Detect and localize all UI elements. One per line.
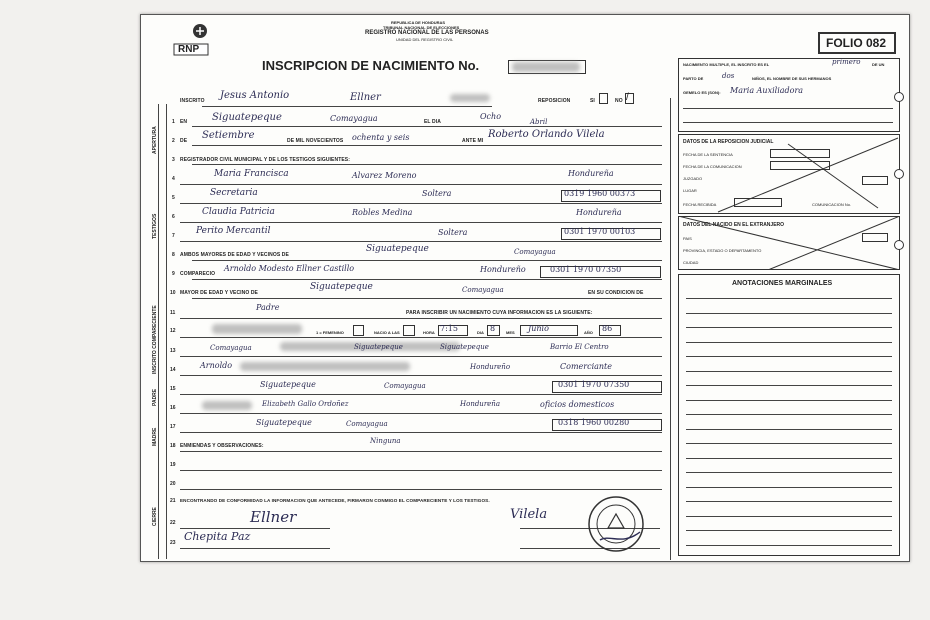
- hw-el-dia: Ocho: [480, 112, 502, 121]
- line-22: [180, 528, 330, 529]
- column-divider: [670, 98, 671, 560]
- line-11: [180, 318, 662, 319]
- label-ano: AÑO: [584, 330, 593, 335]
- line-num-23: 23: [170, 540, 176, 546]
- hw-madre-depto: Comayagua: [346, 420, 388, 428]
- label-en: EN: [180, 119, 188, 125]
- label-comparecio: COMPARECIO: [180, 271, 216, 277]
- hw-madre-nombre: Elizabeth Gallo Ordoñez: [262, 400, 349, 408]
- label-de: DE: [180, 138, 188, 144]
- label-parto-de: PARTO DE: [683, 76, 704, 81]
- hw-gemelo-name: Maria Auxiliadora: [730, 86, 804, 95]
- cancel-cross-2: [678, 216, 900, 270]
- hw-madre-dir: Siguatepeque: [256, 418, 312, 427]
- label-ante-mi: ANTE MI: [462, 138, 484, 144]
- line-9: [192, 279, 662, 280]
- label-ninos: NIÑOS, EL NOMBRE DE SUS HERMANOS: [752, 76, 832, 81]
- line-num-2: 2: [172, 138, 175, 144]
- label-enmiendas: ENMIENDAS Y OBSERVACIONES:: [180, 443, 264, 449]
- line-23: [180, 548, 330, 549]
- hw-en: Siguatepeque: [212, 112, 282, 123]
- reposicion-si-checkbox[interactable]: [599, 93, 608, 104]
- line-12: [180, 337, 662, 338]
- cancel-cross-1: [678, 134, 900, 214]
- line-num-11: 11: [170, 310, 176, 316]
- panel-ring-icon-3: [894, 240, 904, 250]
- hw-testigo2-nac: Hondureña: [576, 208, 622, 217]
- label-gemelo: GEMELO ES (SON):: [683, 90, 721, 95]
- hw-lugar13d: Barrio El Centro: [550, 343, 609, 351]
- label-si: SI: [590, 98, 595, 104]
- line-19: [180, 470, 662, 471]
- label-fecha-recibido: FECHA RECIBIDA: [683, 202, 717, 207]
- side-label-padre: PADRE: [152, 388, 158, 406]
- label-comunicacion-no: COMUNICACION No.: [812, 202, 852, 207]
- label-reposicion: REPOSICION: [538, 98, 571, 104]
- label-reposicion-title: DATOS DE LA REPOSICION JUDICIAL: [683, 139, 774, 145]
- label-condicion: EN SU CONDICION DE: [588, 290, 644, 296]
- panel-ring-icon-1: [894, 92, 904, 102]
- marginal-note-line: [686, 400, 892, 401]
- hw-testigo1-est: Soltera: [422, 189, 452, 198]
- sexo-checkbox[interactable]: [353, 325, 364, 336]
- marginal-note-line: [686, 327, 892, 328]
- line-num-17: 17: [170, 424, 176, 430]
- hw-testigo1: Maria Francisca: [214, 169, 289, 179]
- redacted-mother: [202, 401, 252, 410]
- hw-madre-nac: Hondureña: [460, 400, 500, 408]
- hw-padre-prof: Comerciante: [560, 362, 612, 371]
- marginal-note-line: [686, 342, 892, 343]
- rnp-logo-text: RNP: [178, 44, 200, 55]
- hw-ante-mi: Roberto Orlando Vilela: [488, 129, 605, 140]
- label-ciudad: CIUDAD: [683, 260, 699, 265]
- hw-padre-depto: Comayagua: [384, 382, 426, 390]
- marginal-note-line: [686, 298, 892, 299]
- signature-1: Ellner: [250, 508, 297, 526]
- hw-padre-dir: Siguatepeque: [260, 380, 316, 389]
- side-label-madre: MADRE: [152, 427, 158, 446]
- marginal-note-line: [686, 501, 892, 502]
- label-el-dia: EL DIA: [424, 119, 441, 125]
- label-registrador: REGISTRADOR CIVIL MUNICIPAL Y DE LOS TESTIGOS SIGUIENTES:: [180, 157, 350, 163]
- hw-padre-id: 0301 1970 07350: [558, 380, 630, 389]
- hw-inscrito: Jesus Antonio: [220, 90, 290, 101]
- marginal-notes-panel: [678, 274, 900, 556]
- side-label-cierre: CIERRE: [152, 507, 158, 526]
- hw-de: Setiembre: [202, 130, 255, 141]
- line-18: [180, 451, 662, 452]
- panel-ring-icon-2: [894, 169, 904, 179]
- official-seal: [586, 494, 646, 554]
- line-5: [180, 203, 662, 204]
- hw-inscrito-apellido: Ellner: [350, 92, 381, 103]
- nacio-box[interactable]: [403, 325, 415, 336]
- line-num-1: 1: [172, 119, 175, 125]
- line-14: [180, 375, 662, 376]
- hw-observaciones: Ninguna: [370, 437, 401, 445]
- header-unit: UNIDAD DEL REGISTRO CIVIL: [396, 37, 454, 42]
- hw-vecinos-depto: Comayagua: [514, 248, 556, 256]
- line-13: [180, 356, 662, 357]
- line-num-21: 21: [170, 498, 176, 504]
- redacted-surname: [450, 94, 490, 102]
- hw-testigo2: Claudia Patricia: [202, 207, 275, 217]
- line-num-6: 6: [172, 214, 175, 220]
- label-dia: DIA: [477, 330, 484, 335]
- label-de-un: DE UN: [872, 62, 885, 67]
- side-label-testigos: TESTIGOS: [152, 213, 158, 239]
- line-num-8: 8: [172, 252, 175, 258]
- marginal-note-line: [686, 472, 892, 473]
- label-nacio: NACIO A LAS: [374, 330, 400, 335]
- hw-padre-nombre: Arnoldo: [200, 361, 233, 370]
- line-num-4: 4: [172, 176, 175, 182]
- document-title: INSCRIPCION DE NACIMIENTO No.: [262, 58, 480, 73]
- marginal-note-line: [686, 545, 892, 546]
- label-sexo: 1 = FEMENINO: [316, 330, 344, 335]
- seal-icon: [586, 494, 646, 554]
- gemelo-line-2: [683, 122, 893, 123]
- line-inscrito: [202, 106, 492, 107]
- line-16: [180, 413, 662, 414]
- label-fecha-sentencia: FECHA DE LA SENTENCIA: [683, 152, 733, 157]
- marginal-note-line: [686, 530, 892, 531]
- header-tribunal: TRIBUNAL NACIONAL DE ELECCIONES: [383, 25, 460, 30]
- marginal-note-line: [686, 356, 892, 357]
- line-num-18: 18: [170, 443, 176, 449]
- hw-dos: dos: [722, 72, 735, 80]
- line-1: [192, 126, 662, 127]
- label-novecientos: DE MIL NOVECIENTOS: [287, 138, 344, 144]
- multiple-birth-panel: [678, 58, 900, 132]
- line-num-16: 16: [170, 405, 176, 411]
- line-num-13: 13: [170, 348, 176, 354]
- label-extranjero-title: DATOS DEL NACIDO EN EL EXTRANJERO: [683, 222, 785, 228]
- hw-mayor: Siguatepeque: [310, 282, 373, 292]
- line-3: [192, 164, 662, 165]
- hw-mayor-depto: Comayagua: [462, 286, 504, 294]
- line-num-20: 20: [170, 481, 176, 487]
- redacted-child-name: [212, 324, 302, 334]
- label-nacimiento-multiple: NACIMIENTO MULTIPLE, EL INSCRITO ES EL: [683, 62, 770, 67]
- label-no: NO: [615, 98, 623, 104]
- hw-mes-word: Abril: [530, 118, 548, 126]
- hw-testigo1-id: 0319 1960 00373: [564, 189, 636, 198]
- hw-dia: 8: [490, 324, 496, 333]
- label-juzgado: JUZGADO: [683, 176, 703, 181]
- marginal-note-line: [686, 371, 892, 372]
- reposicion-no-mark: /: [626, 92, 629, 103]
- hw-testigo2-prof: Perito Mercantil: [196, 226, 271, 236]
- header-registry: REGISTRO NACIONAL DE LAS PERSONAS: [365, 30, 489, 36]
- marginal-note-line: [686, 516, 892, 517]
- line-num-10: 10: [170, 290, 176, 296]
- marginal-note-line: [686, 458, 892, 459]
- marginal-note-line: [686, 487, 892, 488]
- line-4: [180, 184, 662, 185]
- folio-label: FOLIO 082: [826, 36, 887, 50]
- marginal-note-line: [686, 385, 892, 386]
- redacted-number: [512, 62, 580, 72]
- hw-testigo1-ap: Alvarez Moreno: [352, 171, 417, 180]
- side-label-inscrito: INSCRITO COMPARECIENTE: [152, 305, 158, 374]
- line-6: [180, 222, 662, 223]
- label-mayor: MAYOR DE EDAD Y VECINO DE: [180, 290, 258, 296]
- line-15: [180, 394, 662, 395]
- marginal-note-line: [686, 414, 892, 415]
- hw-comp-nac: Hondureño: [480, 265, 526, 274]
- marginal-note-line: [686, 443, 892, 444]
- hw-primero: primero: [832, 58, 861, 66]
- line-num-22: 22: [170, 520, 176, 526]
- line-num-15: 15: [170, 386, 176, 392]
- signature-2: Chepita Paz: [184, 530, 251, 543]
- hw-padre-nac: Hondureño: [470, 363, 511, 371]
- side-band-border-2: [166, 104, 167, 559]
- header-republic: REPUBLICA DE HONDURAS: [391, 20, 446, 25]
- hw-lugar13c: Siguatepeque: [440, 343, 489, 351]
- hw-hora: 7:15: [440, 324, 458, 333]
- line-7: [180, 241, 662, 242]
- hw-lugar13b: Siguatepeque: [354, 343, 403, 351]
- hw-testigo2-est: Soltera: [438, 228, 468, 237]
- marginal-note-line: [686, 429, 892, 430]
- line-20: [180, 489, 662, 490]
- line-num-7: 7: [172, 233, 175, 239]
- hw-madre-id: 0318 1960 00280: [558, 418, 630, 427]
- line-num-9: 9: [172, 271, 175, 277]
- label-hora: HORA: [423, 330, 435, 335]
- label-mes: MES: [506, 330, 515, 335]
- label-fecha-comunicacion: FECHA DE LA COMUNICACION: [683, 164, 742, 169]
- label-pais: PAIS: [683, 236, 692, 241]
- label-conformidad: ENCONTRANDO DE CONFORMIDAD LA INFORMACION QUE ANTECEDE, FIRMARON CONMIGO EL COMPARECIENTE Y LOS TESTIGOS.: [180, 498, 490, 503]
- line-num-14: 14: [170, 367, 176, 373]
- hw-ano: 86: [602, 324, 613, 333]
- hw-mes: Junio: [528, 324, 549, 333]
- hw-testigo1-nac: Hondureña: [568, 169, 614, 178]
- line-2: [192, 145, 662, 146]
- line-17: [180, 432, 662, 433]
- hw-anos: ochenta y seis: [352, 133, 410, 142]
- line-num-3: 3: [172, 157, 175, 163]
- label-para-inscribir: PARA INSCRIBIR UN NACIMIENTO CUYA INFORMACION ES LA SIGUIENTE:: [406, 310, 593, 316]
- line-8: [192, 260, 662, 261]
- marginal-note-line: [686, 313, 892, 314]
- line-num-5: 5: [172, 195, 175, 201]
- label-ambos: AMBOS MAYORES DE EDAD Y VECINOS DE: [180, 252, 289, 258]
- line-num-12: 12: [170, 328, 176, 334]
- label-lugar: LUGAR: [683, 188, 697, 193]
- hw-testigo1-prof: Secretaria: [210, 188, 258, 198]
- gemelo-line-1: [683, 108, 893, 109]
- hw-testigo2-ap: Robles Medina: [352, 208, 413, 217]
- label-anotaciones: ANOTACIONES MARGINALES: [732, 280, 833, 287]
- side-label-apertura: APERTURA: [152, 126, 158, 154]
- hw-lugar13: Comayagua: [210, 344, 252, 352]
- hw-madre-prof: oficios domesticos: [540, 400, 615, 409]
- hw-comp-id: 0301 1970 07350: [550, 265, 622, 274]
- birth-certificate-page: [140, 14, 910, 562]
- signature-3: Vilela: [510, 507, 548, 522]
- label-inscrito: INSCRITO: [180, 98, 205, 104]
- hw-comparecio: Arnoldo Modesto Ellner Castillo: [224, 264, 355, 273]
- hw-condicion: Padre: [256, 303, 280, 312]
- line-num-19: 19: [170, 462, 176, 468]
- hw-en-depto: Comayagua: [330, 114, 378, 123]
- rnp-logo: [172, 22, 212, 56]
- hw-testigo2-id: 0301 1970 00103: [564, 227, 636, 236]
- redacted-father: [240, 362, 410, 371]
- side-band-border: [158, 104, 159, 559]
- label-provincia: PROVINCIA, ESTADO O DEPARTAMENTO: [683, 248, 762, 253]
- hw-vecinos: Siguatepeque: [366, 244, 429, 254]
- line-10: [192, 298, 662, 299]
